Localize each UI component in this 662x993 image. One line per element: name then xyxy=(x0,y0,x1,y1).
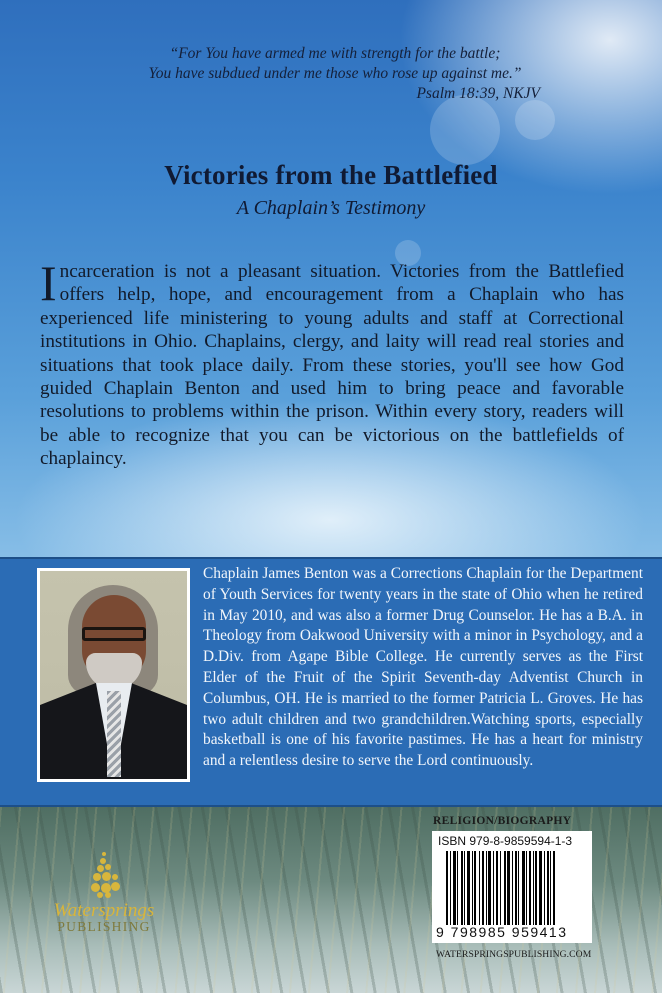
lens-flare xyxy=(430,95,500,165)
lens-flare xyxy=(515,100,555,140)
publisher-website: WATERSPRINGSPUBLISHING.COM xyxy=(436,949,592,960)
epigraph-line-2: You have subdued under me those who rose up against me.” xyxy=(148,65,522,82)
isbn-barcode xyxy=(432,831,592,943)
book-category: RELIGION/BIOGRAPHY xyxy=(433,815,572,827)
epigraph xyxy=(130,44,540,104)
author-photo-frame xyxy=(37,568,190,782)
isbn-label: ISBN 979-8-9859594-1-3 xyxy=(438,834,573,848)
publisher-name-script: Watersprings xyxy=(53,900,155,921)
barcode-digits: 9 798985 959413 xyxy=(436,924,568,940)
book-subtitle: A Chaplain’s Testimony xyxy=(236,197,426,219)
book-title: Victories from the Battlefied xyxy=(164,160,498,190)
book-blurb xyxy=(40,255,624,471)
back-cover-footer xyxy=(0,807,662,993)
author-panel xyxy=(0,557,662,807)
water-drop-icon xyxy=(88,852,120,898)
publisher-logo xyxy=(44,852,164,935)
author-bio: Chaplain James Benton was a Corrections Chaplain for the Department of Youth Services for twenty years in the state of Ohio when he retired in May 2010, and was also a former Drug Counselor. He has a B.A. in Theology from Oakwood University with a minor in Psychology, and a D.Div. from Agape Bible College. He currently serves as the First Elder of the Fruit of the Spirit Seventh-day Adventist Church in Columbus, OH. He is married to the former Patricia L. Groves. He has two adult children and two grandchildren.Watching sports, especially basketball is one of his favorite pastimes. He has a heart for ministry and a relentless desire to serve the Lord continuously. xyxy=(203,565,643,770)
blurb-text: ncarceration is not a pleasant situation. Victories from the Battlefied offers help, hope, and encouragement from a Chaplain who has experienced life ministering to young adults and staff at Correctional institutions in Ohio. Chaplains, clergy, and laity will read real stories and situations that took place daily. From these stories, you'll see how God guided Chaplain Benton and used him to bring peace and favorable resolutions to problems within the prison. Within every story, readers will be able to recognize that you can be victorious on the battlefields of chaplaincy. xyxy=(40,261,624,470)
barcode-bars xyxy=(446,851,576,925)
epigraph-line-1: “For You have armed me with strength for the battle; xyxy=(169,45,501,62)
publisher-name-caps: PUBLISHING xyxy=(57,919,151,934)
drop-cap: I xyxy=(40,255,57,311)
epigraph-reference: Psalm 18:39, NKJV xyxy=(416,85,540,102)
author-photo xyxy=(40,571,187,779)
